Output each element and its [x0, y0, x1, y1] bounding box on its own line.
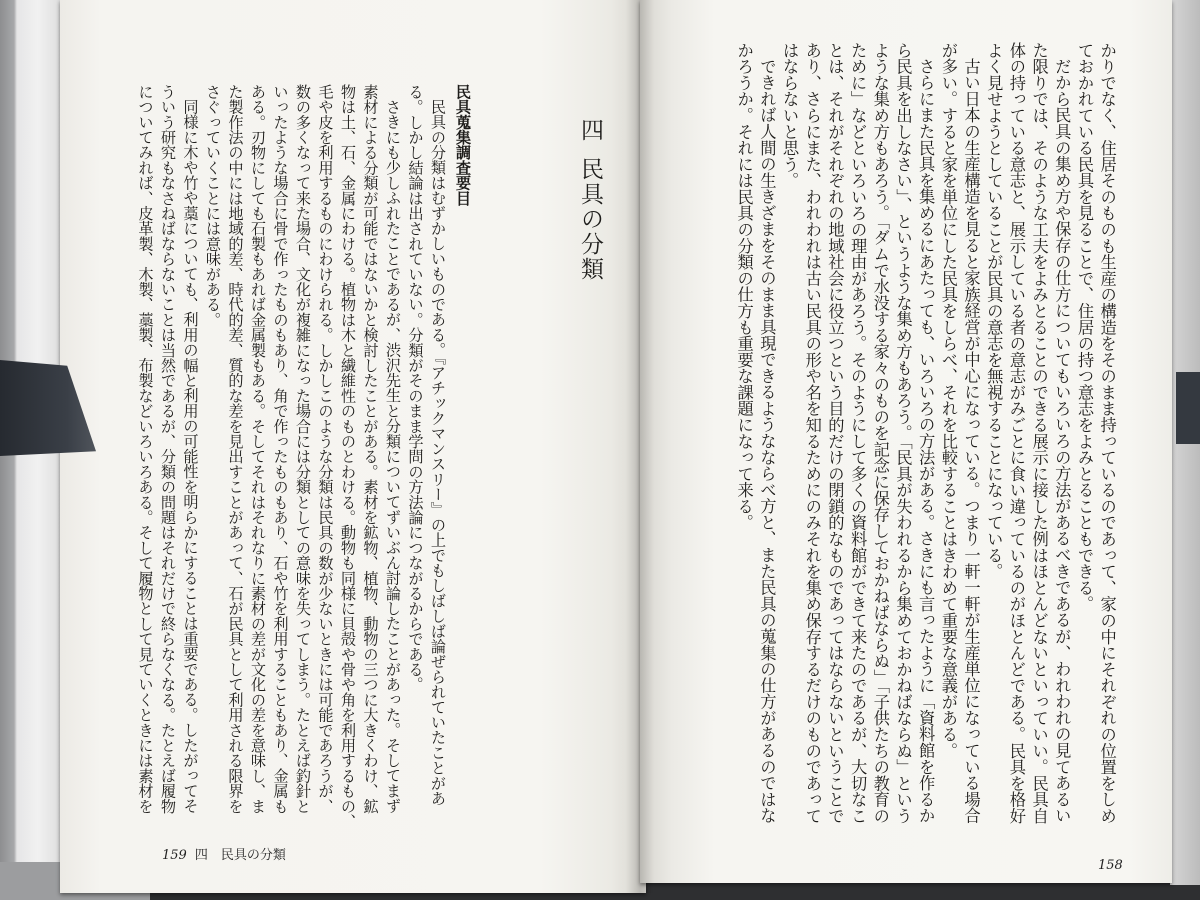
page-number: 159 [162, 848, 187, 863]
page-number: 158 [1098, 858, 1123, 873]
chapter-number: 四 [577, 118, 603, 143]
text-line: 体の持っている意志と、展示している者の意志がみごとに食い違っているのがほとんどである。民具を格好 [1006, 42, 1026, 824]
text-line: ような集め方もあろう。「ダムで水没する家々のものを記念に保存しておかねばならぬ」「子供たちの教育の [870, 42, 890, 824]
text-line: かろうか。それには民具の分類の仕方も重要な課題になって来る。 [734, 42, 754, 531]
text-line: 同様に木や竹や藁についても、利用の幅と利用の可能性を明らかにすることは重要である。したがってそ [181, 99, 200, 814]
chapter-title [577, 118, 603, 282]
text-line: よく見せようとしていることが民具の意志を無視することになっている。 [984, 42, 1004, 580]
text-line: さぐっていくことには意味がある。 [204, 84, 222, 328]
text-line: だから民具の集め方や保存の仕方についてもいろいろの方法があるべきであるが、われわれの見てあるい [1052, 58, 1072, 824]
text-line: ら民具を出しなさい」、というような集め方もあろう。「民具が失われるから集めておかねばならぬ」という [893, 42, 913, 824]
text-line: 数の多くなって来た場合、文化が複雑になった場合には分類としての意味を失ってしまう。たとえば釣針と [294, 84, 312, 814]
right-page-body-text [732, 42, 1118, 842]
text-line: 毛や皮を利用するものにわけられる。しかしこのような分類は民具の数が少ないときには可能であろうが、 [316, 84, 335, 814]
text-line: ために」などといろいろの理由があろう。そのようにして多くの資料館ができて来たのであるが、大切なこ [848, 42, 868, 824]
text-line: 民具の分類はむずかしいものである。『アチックマンスリー』の上でもしばしば論ぜられていたことがあ [429, 99, 447, 806]
left-page-body-text [134, 84, 474, 834]
text-line: かりでなく、住居そのものも生産の構造をそのまま持っているのであって、家の中にそれぞれの位置をしめ [1097, 42, 1117, 824]
text-line: た製作法の中には地域的差、時代的差、質的な差を見出すことがあって、石が民具として利用される限界を [226, 84, 245, 814]
text-line: さらにまた民具を集めるにあたっても、いろいろの方法がある。さきにも言ったように「資料館を作るか [916, 58, 936, 824]
text-line: ておかれている民具を見ることで、住居の持つ意志をよみとることもできる。 [1075, 42, 1094, 613]
text-line: できれば人間の生きざまをそのまま具現できるようなならべ方と、また民具の蒐集の仕方があるのではな [757, 58, 777, 824]
text-line: ある。刃物にしても石製もあれば金属製もある。そしてそれはそれなりに素材の差が文化の差を意味し、ま [249, 84, 267, 814]
text-line: についてみれば、皮革製、木製、藁製、布製などいろいろある。そして履物として見ていくときには素材を [136, 84, 155, 814]
text-line: はならないと思う。 [780, 42, 800, 189]
text-line: あり、さらにまた、われわれは古い民具の形や名を知るためにのみそれを集め保存するだけのものであって [802, 42, 822, 824]
book-spine-shadow [626, 0, 654, 893]
text-line: さきにも少しふれたことであるが、渋沢先生と分類についてずいぶん討論したことがあった。そしてまず [384, 99, 402, 814]
text-line: 物は土、石、金属にわける。植物は木と繊維性のものとわける。動物も同様に貝殻や骨や角を利用するもの、 [339, 84, 357, 829]
adjacent-book-cover-right [1176, 372, 1200, 444]
page-footer [162, 844, 286, 863]
text-line: 素材による分類が可能ではないかと検討したことがある。素材を鉱物、植物、動物の三つに大きくわけ、鉱 [361, 84, 380, 814]
running-head: 四 民具の分類 [194, 848, 286, 863]
text-line: た限りでは、そのような工夫をよみとることのできる展示に接した例はほとんどないといっていい。民具自 [1029, 42, 1049, 824]
chapter-title-text: 民具の分類 [577, 157, 603, 282]
section-heading: 民具蒐集調査要目 [454, 84, 472, 206]
text-line: いったような場合に骨で作ったものもあり、角で作ったものもあり、石や竹を利用することもあり、金属も [271, 84, 290, 814]
text-line: 古い日本の生産構造を見ると家族経営が中心になっている。つまり一軒一軒が生産単位になっている場合 [961, 58, 981, 824]
text-line: とは、それがそれぞれの地域社会に役立つという目的だけの閉鎖的なものであってはならないということで [825, 42, 845, 824]
text-line: ういう研究もなさねばならないことは当然であるが、分類の問題はそれだけで終らなくなる。たとえば履物 [159, 84, 177, 814]
text-line: る。しかし結論は出されていない。分類がそのまま学問の方法論につながるからである。 [406, 84, 425, 692]
text-line: が多い。すると家を単位にした民具をしらべ、それを比較することはきわめて重要な意義がある。 [938, 42, 958, 759]
